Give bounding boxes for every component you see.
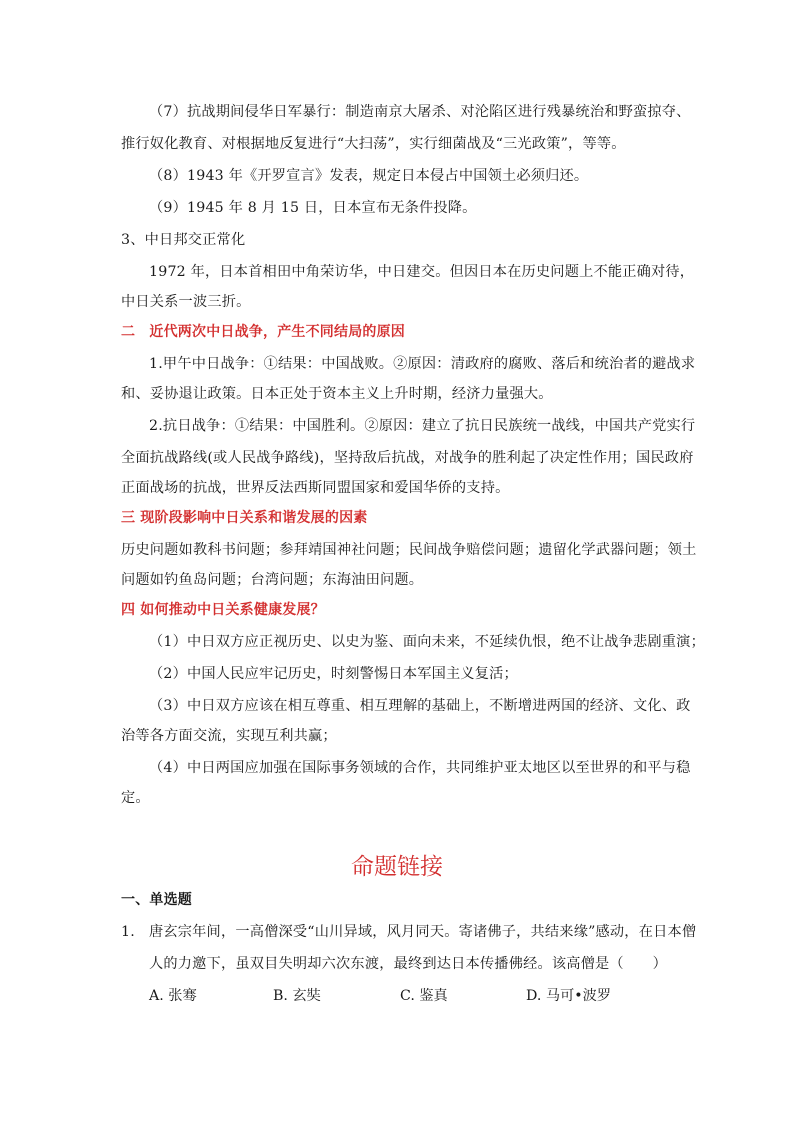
measure-4-line-1: （4）中日两国应加强在国际事务领域的合作，共同维护亚太地区以至世界的和平与稳 <box>149 760 691 776</box>
jiawu-line-1: 1.甲午中日战争：①结果：中国战败。②原因：清政府的腐败、落后和统治者的避战求 <box>149 356 696 372</box>
factors-line-1: 历史问题如教科书问题；参拜靖国神社问题；民间战争赔偿问题；遗留化学武器问题；领土 <box>121 542 697 558</box>
quiz-heading: 一、单选题 <box>121 892 192 908</box>
factors-line-2: 问题如钓鱼岛问题；台湾问题；东海油田问题。 <box>121 572 424 588</box>
section-title: 命题链接 <box>351 854 443 880</box>
item-8: （8）1943 年《开罗宣言》发表，规定日本侵占中国领土必须归还。 <box>149 168 589 184</box>
option-a[interactable]: A. 张骞 <box>149 988 197 1004</box>
question-line-2: 人的力邀下，虽双目失明却六次东渡，最终到达日本传播佛经。该高僧是（ ） <box>149 956 667 972</box>
question-number: 1. <box>121 924 135 940</box>
normalization-line-2: 中日关系一波三折。 <box>121 294 251 310</box>
item-7-line-2: 推行奴化教育、对根据地反复进行“大扫荡”，实行细菌战及“三光政策”，等等。 <box>121 136 626 152</box>
item-7-line-1: （7）抗战期间侵华日军暴行：制造南京大屠杀、对沦陷区进行残暴统治和野蛮掠夺、 <box>149 104 691 120</box>
question-line-1: 唐玄宗年间，一高僧深受“山川异域，风月同天。寄诸佛子，共结来缘”感动，在日本僧 <box>149 924 697 940</box>
anti-japanese-line-1: 2.抗日战争：①结果：中国胜利。②原因：建立了抗日民族统一战线，中国共产党实行 <box>149 418 696 434</box>
measure-1: （1）中日双方应正视历史、以史为鉴、面向未来，不延续仇恨，绝不让战争悲剧重演； <box>149 634 705 650</box>
anti-japanese-line-2: 全面抗战路线(或人民战争路线)，坚持敌后抗战，对战争的胜利起了决定性作用；国民政府 <box>121 450 694 466</box>
jiawu-line-2: 和、妥协退让政策。日本正处于资本主义上升时期，经济力量强大。 <box>121 386 553 402</box>
subheading-normalization: 3、中日邦交正常化 <box>121 232 246 248</box>
measure-2: （2）中国人民应牢记历史，时刻警惕日本军国主义复活； <box>149 666 518 682</box>
heading-two: 二 近代两次中日战争，产生不同结局的原因 <box>121 324 405 340</box>
item-9: （9）1945 年 8 月 15 日，日本宣布无条件投降。 <box>149 200 477 216</box>
normalization-line-1: 1972 年，日本首相田中角荣访华，中日建交。但因日本在历史问题上不能正确对待， <box>149 264 695 280</box>
measure-3-line-1: （3）中日双方应该在相互尊重、相互理解的基础上，不断增进两国的经济、文化、政 <box>149 698 691 714</box>
option-b[interactable]: B. 玄奘 <box>273 988 321 1004</box>
heading-four: 四 如何推动中日关系健康发展？ <box>121 602 325 618</box>
measure-4-line-2: 定。 <box>121 790 150 806</box>
option-d[interactable]: D. 马可•波罗 <box>526 988 612 1004</box>
heading-three: 三 现阶段影响中日关系和谐发展的因素 <box>121 510 368 526</box>
option-c[interactable]: C. 鉴真 <box>400 988 448 1004</box>
anti-japanese-line-3: 正面战场的抗战，世界反法西斯同盟国家和爱国华侨的支持。 <box>121 480 510 496</box>
measure-3-line-2: 治等各方面交流，实现互利共赢； <box>121 728 337 744</box>
